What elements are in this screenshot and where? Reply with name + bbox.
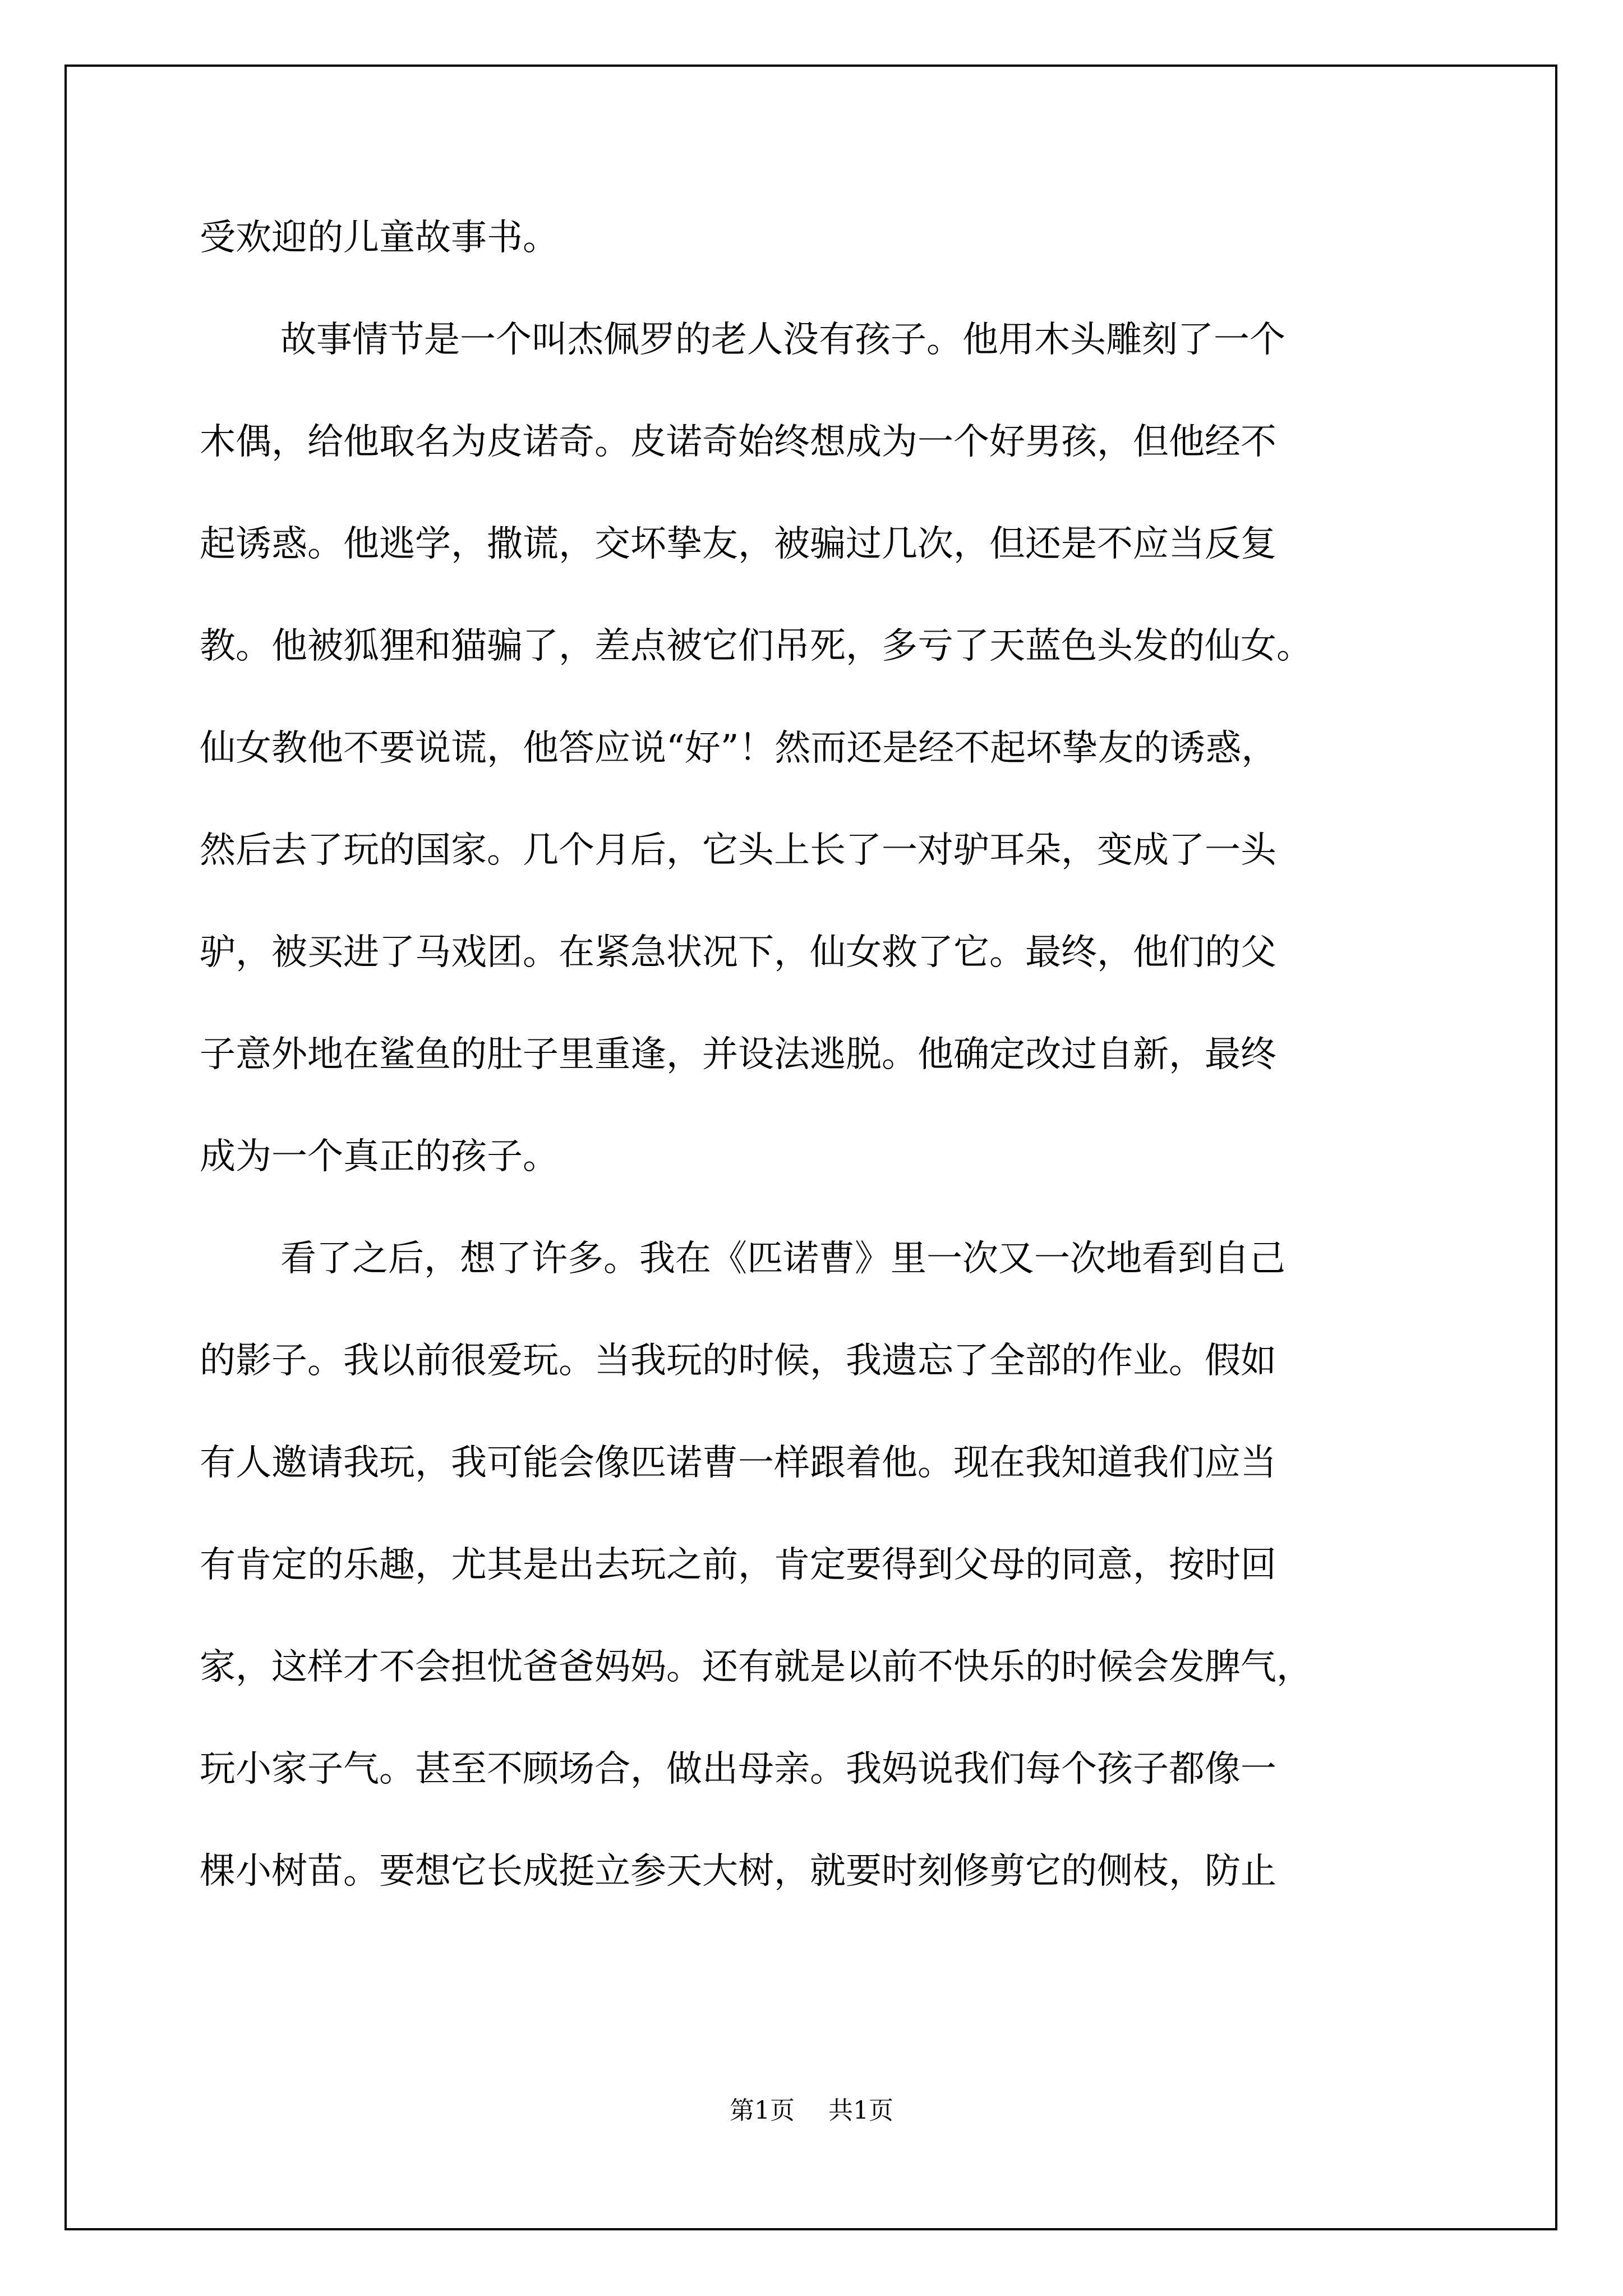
text-line: 玩小家子气。甚至不顾场合，做出母亲。我妈说我们每个孩子都像一 [200, 1749, 1276, 1790]
text-line: 子意外地在鲨鱼的肚子里重逢，并设法逃脱。他确定改过自新，最终 [200, 1034, 1276, 1075]
text-line: 故事情节是一个叫杰佩罗的老人没有孩子。他用木头雕刻了一个 [280, 319, 1285, 361]
text-line: 有肯定的乐趣，尤其是出去玩之前，肯定要得到父母的同意，按时回 [200, 1544, 1276, 1586]
text-line: 家，这样才不会担忧爸爸妈妈。还有就是以前不快乐的时候会发脾气， [200, 1646, 1312, 1688]
text-line: 然后去了玩的国家。几个月后，它头上长了一对驴耳朵，变成了一头 [200, 830, 1276, 871]
text-line: 木偶，给他取名为皮诺奇。皮诺奇始终想成为一个好男孩，但他经不 [200, 421, 1276, 463]
text-line: 看了之后，想了许多。我在《匹诺曹》里一次又一次地看到自己 [280, 1238, 1285, 1280]
text-line: 起诱惑。他逃学，撒谎，交坏挚友，被骗过几次，但还是不应当反复 [200, 523, 1276, 565]
text-line: 棵小树苗。要想它长成挺立参天大树，就要时刻修剪它的侧枝，防止 [200, 1851, 1276, 1892]
text-line: 的影子。我以前很爱玩。当我玩的时候，我遗忘了全部的作业。假如 [200, 1340, 1276, 1382]
text-line: 受欢迎的儿童故事书。 [200, 217, 559, 259]
page-total: 共1页 [828, 2096, 893, 2125]
page-number: 第1页 [730, 2096, 795, 2125]
text-line: 教。他被狐狸和猫骗了，差点被它们吊死，多亏了天蓝色头发的仙女。 [200, 625, 1312, 667]
text-line: 仙女教他不要说谎，他答应说“好”！然而还是经不起坏挚友的诱惑， [200, 728, 1278, 769]
text-line: 驴，被买进了马戏团。在紧急状况下，仙女救了它。最终，他们的父 [200, 932, 1276, 973]
text-line: 有人邀请我玩，我可能会像匹诺曹一样跟着他。现在我知道我们应当 [200, 1442, 1276, 1484]
text-line: 成为一个真正的孩子。 [200, 1136, 559, 1177]
page-footer [0, 2090, 1623, 2126]
